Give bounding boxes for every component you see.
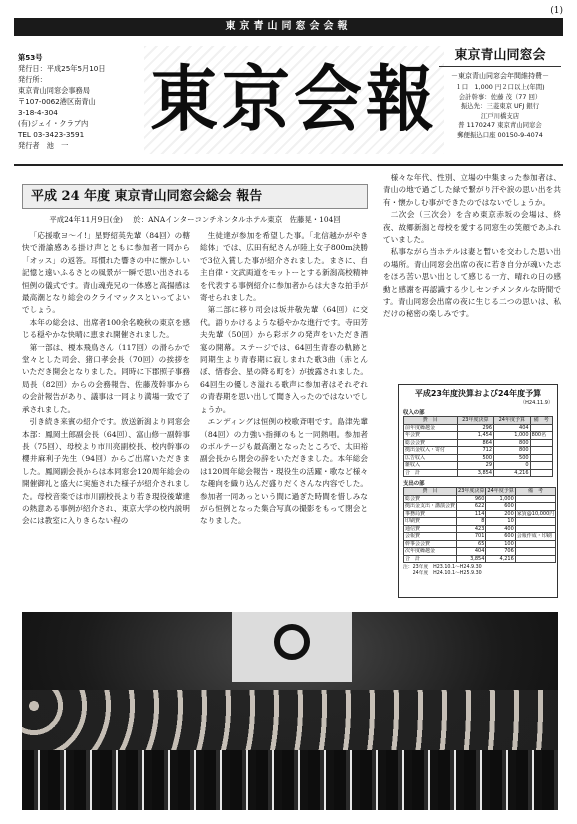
- table-row: [404, 447, 553, 455]
- table-cell: 3,854: [457, 555, 486, 563]
- column-header: 費 目: [404, 417, 458, 425]
- table-cell: 960: [457, 495, 486, 503]
- table-cell: 404: [457, 548, 486, 556]
- paragraph: 第一部は、榎本飛鳥さん（117回）の滑らかで堂々とした司会、猪口孝会長（70回）の挨拶をいただき開会となりました。同時に下郡照子事務局長（82回）からの会務報告、佐藤茂幹事からの会計報告があり、議事は一同より満場一致で了承されました。: [22, 342, 190, 414]
- table-cell: 3,854: [457, 469, 494, 477]
- logo-text: 東京会報: [149, 58, 438, 142]
- table-row: [404, 540, 556, 548]
- paragraph: 様々な年代、性別、立場の中集まった参加者は、青山の地で過ごした緑で繋がり汗や涙の思い出を共有・懐かしむ事ができたのではないでしょうか。: [383, 173, 561, 207]
- table-cell: 100: [486, 540, 515, 548]
- table-cell: [530, 469, 552, 477]
- table-row: [404, 510, 556, 518]
- publish-date: 発行日：平成25年5月10日: [18, 64, 106, 73]
- column-header: 費 目: [404, 488, 457, 496]
- masthead: [14, 40, 563, 160]
- table-cell: 雑収入: [404, 462, 458, 470]
- association-name: 東京青山同窓会: [439, 44, 561, 67]
- table-cell: 次年度繰越金: [404, 548, 457, 556]
- table-cell: [515, 525, 556, 533]
- table-cell: 合 計: [404, 555, 457, 563]
- budget-title: 平成23年度決算および24年度予算: [414, 389, 542, 398]
- note-line: 注：23年度 H23.10.1～H24.9.30: [403, 565, 482, 570]
- company: (有)ジェイ・クラブ内: [18, 119, 89, 128]
- table-cell: 400: [486, 525, 515, 533]
- table-cell: [515, 548, 556, 556]
- table-header-row: [404, 488, 556, 496]
- column-header: 備 考: [530, 417, 552, 425]
- crowd-front-row: [22, 750, 558, 810]
- table-cell: 1,000: [486, 495, 515, 503]
- column-header: 24年度予算: [487, 488, 514, 494]
- stage-banner: [232, 612, 352, 682]
- publication-info: [18, 52, 138, 151]
- expense-table: [403, 487, 556, 563]
- table-cell: 10: [486, 518, 515, 526]
- association-subtitle: －東京青山同窓会年間維持費－: [451, 72, 549, 80]
- table-cell: [530, 424, 552, 432]
- table-row: [404, 454, 553, 462]
- header-divider: [14, 164, 563, 166]
- table-cell: 拠出金収入・寄付: [404, 447, 458, 455]
- table-cell: 800: [494, 439, 531, 447]
- table-cell: 0: [494, 462, 531, 470]
- detail-line: 会計幹事：佐藤 茂（77 回）: [458, 92, 542, 101]
- table-cell: 会報費: [404, 533, 457, 541]
- expense-label: 支出の部: [403, 481, 425, 487]
- table-cell: 前年度繰越金: [404, 424, 458, 432]
- detail-line: 普 1170247 東京青山同窓会: [458, 121, 542, 129]
- masthead-logo: [144, 46, 444, 154]
- table-cell: 4,216: [494, 469, 531, 477]
- paragraph: 私事ながら当ホテルは妻と暫いを交わした思い出の場所。青山同窓会出席の夜に若き自分が魂いた志をほろ苦い思い出として感じる一方、晴れの日の感動と感謝を再認識する少しセンチメンタルな時間です。青山同窓会出席の夜に生じる二つの思いは、私だけの秘密の楽しみです。: [383, 247, 561, 319]
- table-row: [404, 548, 556, 556]
- article-column-3: [383, 172, 561, 372]
- table-cell: 65: [457, 540, 486, 548]
- budget-date: （H24.11.9）: [520, 400, 553, 406]
- table-cell: 500: [494, 454, 531, 462]
- table-row: [404, 525, 556, 533]
- table-cell: 幹事会会費: [404, 540, 457, 548]
- page-number: (1): [550, 6, 563, 16]
- table-cell: 712: [457, 447, 494, 455]
- column-header: 24年度予算: [494, 417, 531, 425]
- publisher-label: 発行所：: [18, 75, 47, 84]
- table-cell: 500: [457, 454, 494, 462]
- article-column-1: [22, 230, 190, 606]
- detail-line: １口 1,000 円２口以上(年間): [455, 83, 545, 91]
- group-photo: [22, 612, 558, 810]
- table-header-row: [404, 417, 553, 425]
- table-cell: 423: [457, 525, 486, 533]
- event-date: 平成24年11月9日(金): [49, 215, 123, 224]
- article-column-2: [200, 230, 368, 606]
- table-cell: [515, 503, 556, 511]
- table-cell: 600: [486, 533, 515, 541]
- table-cell: 800名: [530, 432, 552, 440]
- issue-number: 第53号: [18, 53, 43, 62]
- table-cell: [515, 555, 556, 563]
- table-cell: 総会会費: [404, 439, 458, 447]
- table-row: [404, 469, 553, 477]
- table-cell: 事務局費: [404, 510, 457, 518]
- table-row: [404, 533, 556, 541]
- table-cell: 114: [457, 510, 486, 518]
- table-cell: 4,216: [486, 555, 515, 563]
- budget-table-box: [398, 384, 558, 598]
- address-line-1: 〒107-0062港区南青山: [18, 97, 96, 106]
- table-cell: [530, 439, 552, 447]
- paragraph: 「応援歌ヨ～イ!」星野紹英先輩（84回）の轄快で滑諭感ある掛け声とともに参加者一同から「オッス」の返答。耳慣れた響きの中に懐かしい記憶と遠いふるさとの風景が一瞬で思い出される恒例の儀式です。青山魂尭兄の一体感と高揚感は最高潮となり総会のクライマックスといってよいでしょう。: [22, 231, 190, 315]
- table-cell: 296: [457, 424, 494, 432]
- table-cell: 合 計: [404, 469, 458, 477]
- publisher: 東京青山同窓会事務局: [18, 86, 90, 95]
- table-cell: 706: [486, 548, 515, 556]
- paragraph: 生徒達が参加を希望した事。「北信越かがやき総体」では、広田有紀さんが陸上女子800m決勝で3位入賞した事が紹介されました。まさに、自主自律・文武両道をモットーとする新潟高校精神を代表する事例紹介に参加者からは大きな拍手が寄せられました。: [200, 231, 368, 303]
- budget-notes: [403, 565, 553, 577]
- income-label: 収入の部: [403, 410, 425, 416]
- table-cell: 404: [494, 424, 531, 432]
- telephone: TEL 03-3423-3591: [18, 130, 85, 139]
- newsletter-band: 東京青山同窓会会報: [14, 18, 563, 36]
- table-cell: 会報作成・印刷: [515, 533, 556, 541]
- note-line: 24年度 H24.10.1～H25.9.30: [403, 571, 482, 576]
- table-cell: 622: [457, 503, 486, 511]
- table-cell: 864: [457, 439, 494, 447]
- table-row: [404, 555, 556, 563]
- table-row: [404, 503, 556, 511]
- table-cell: 800: [494, 447, 531, 455]
- table-row: [404, 439, 553, 447]
- table-cell: 701: [457, 533, 486, 541]
- table-row: [404, 518, 556, 526]
- column-header: 23年度決算: [458, 488, 485, 494]
- event-venue-author: 於：ANAインターコンチネンタルホテル東京 佐藤晃・104回: [133, 215, 341, 224]
- table-cell: 1,000: [494, 432, 531, 440]
- table-cell: [530, 454, 552, 462]
- association-box: [439, 44, 561, 140]
- article-headline: 平成 24 年度 東京青山同窓会総会 報告: [22, 184, 368, 209]
- column-header: 備 考: [515, 488, 556, 496]
- table-cell: 家賃@10,000円: [516, 510, 555, 517]
- paragraph: 第二部に移り司会は坂井敬先輩（64回）に交代。語りかけるような穏やかな進行です。寺田芳夫先輩（50回）から彩ボクの発声をいただき酒宴の開幕。ステージでは、64回生青春の軌跡と同期生より青春期に寂しまれた歌3曲（赤とんぼ、惜春会、星の降る町を）が披露されました。64回生の優しさ溢れる歌声に参加者はそれぞれの青春期を思い出して聞き入ったのではないでしょうか。: [200, 305, 368, 414]
- paragraph: 引き続き来賓の紹介です。放送新潟より同窓会本部：鳳岡土郎副会長（64回）、富山修一副幹事長（75回）、母校より市川亮副校長、校内幹事の櫻井麻利子先生（94回）からご出席いただきました。鳳岡副会長からは本同窓会120周年総会の開催御礼と盛大に実施された様子が紹介されました。母校音楽では市川副校長より若き現役後輩達の熱意ある事例が紹介され、東京大学の校内説明会には教室に入りきらない程の: [22, 417, 190, 526]
- table-cell: 総会費: [404, 495, 457, 503]
- table-cell: 拠出金支出・講演会費: [405, 503, 456, 509]
- income-table: [403, 416, 553, 477]
- article-subhead: [22, 214, 368, 225]
- association-details: [439, 83, 561, 140]
- school-emblem-icon: [274, 624, 310, 660]
- table-cell: [530, 447, 552, 455]
- table-cell: 印刷費: [404, 518, 457, 526]
- table-cell: 年会費: [404, 432, 458, 440]
- table-cell: 200: [486, 510, 515, 518]
- table-row: [404, 462, 553, 470]
- table-cell: 29: [457, 462, 494, 470]
- table-cell: 通信費: [404, 525, 457, 533]
- table-row: [404, 424, 553, 432]
- detail-line: 振込先：三菱東京 UFJ 銀行: [460, 102, 540, 110]
- detail-line: 郵便振込口座 00150-9-4074: [457, 130, 543, 139]
- paragraph: 本年の総会は、出席者100余名晩秋の東京を感じる穏やかな快晴に恵まれ開催されました。: [22, 317, 190, 340]
- table-cell: [530, 462, 552, 470]
- table-cell: 600: [486, 503, 515, 511]
- table-cell: [515, 495, 556, 503]
- table-cell: 広告収入: [404, 454, 458, 462]
- paragraph: 二次会（三次会）を含め東京赤坂の会場は、終夜、故郷新潟と母校を愛する同窓生の笑顔であふれていました。: [383, 210, 561, 245]
- column-header: 23年度決算: [457, 417, 494, 425]
- detail-line: 江戸川橋支店: [480, 111, 520, 120]
- paragraph: エンディングは恒例の校歌斉唱です。島津先輩（84回）の力強い指揮のもと一同熱唱。参加者のボルテージも最高潮となったところで、太田裕副会長から閉会の辞をいただきました。本年総会は120周年総会報告・現役生の活躍・歌など様々な趣向を織り込んだ盛りだくさんな内容でした。参加者一同あっという間に過ぎた時間を惜しみながら恒例となった集合写真の撮影をもって閉会となりました。: [200, 417, 368, 526]
- table-cell: [515, 540, 556, 548]
- editor: 発行者 池 一: [18, 141, 69, 150]
- table-cell: 1,454: [457, 432, 494, 440]
- table-row: [404, 432, 553, 440]
- table-cell: 8: [457, 518, 486, 526]
- table-row: [404, 495, 556, 503]
- address-line-2: 3-18-4-304: [18, 108, 58, 117]
- table-cell: [515, 518, 556, 526]
